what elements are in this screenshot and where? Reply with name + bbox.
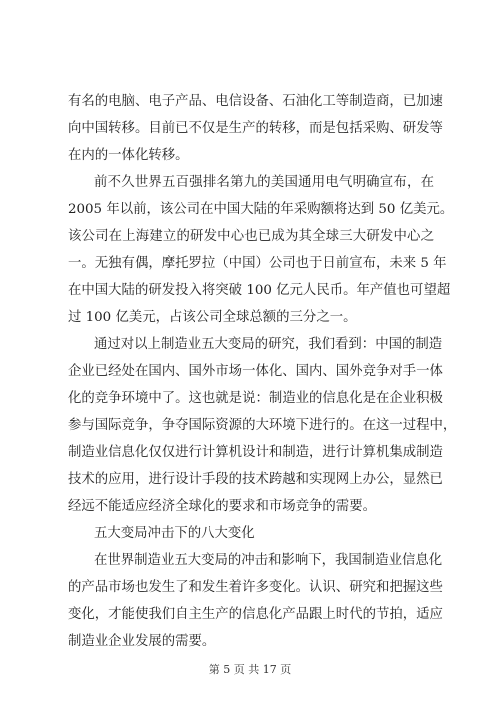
text-line: 经远不能适应经济全球化的要求和市场竞争的需要。: [68, 499, 376, 514]
text-line: 技术的应用，进行设计手段的技术跨越和实现网上办公，显然已: [68, 472, 443, 487]
text-line: 的产品市场也发生了和发生着许多变化。认识、研究和把握这些: [68, 580, 443, 595]
text-line: 化的竞争环境中了。这也就是说：制造业的信息化是在企业积极: [68, 391, 443, 406]
text-line: 在中国大陆的研发投入将突破 100 亿元人民币。年产值也可望超: [68, 283, 451, 298]
text-line: 变化，才能使我们自主生产的信息化产品跟上时代的节拍，适应: [68, 607, 443, 622]
paragraph-1: [68, 88, 443, 169]
document-body: [68, 88, 457, 655]
text-line: 在内的一体化转移。: [68, 148, 189, 163]
paragraph-3: [68, 331, 457, 520]
text-line: 向中国转移。目前已不仅是生产的转移，而是包括采购、研发等: [68, 121, 443, 136]
text-line: 有名的电脑、电子产品、电信设备、石油化工等制造商，已加速: [68, 94, 443, 109]
paragraph-4: [68, 547, 443, 655]
page-footer: 第 5 页 共 17 页: [208, 663, 292, 676]
text-line: 参与国际竞争，争夺国际资源的大环境下进行的。在这一过程中，: [68, 418, 457, 433]
text-line: 制造业企业发展的需要。: [68, 634, 216, 649]
text-line: 一。无独有偶，摩托罗拉（中国）公司也于日前宣布，未来 5 年: [68, 256, 447, 271]
text-line: 前不久世界五百强排名第九的美国通用电气明确宣布，在: [94, 175, 434, 190]
text-line: 通过对以上制造业五大变局的研究，我们看到：中国的制造: [94, 337, 443, 352]
paragraph-2: [68, 169, 454, 331]
text-line: 2005 年以前，该公司在中国大陆的年采购额将达到 50 亿美元。: [68, 202, 454, 217]
text-line: 该公司在上海建立的研发中心也已成为其全球三大研发中心之: [68, 229, 434, 244]
section-heading: 五大变局冲击下的八大变化: [94, 526, 255, 541]
text-line: 制造业信息化仅仅进行计算机设计和制造，进行计算机集成制造: [68, 445, 443, 460]
text-line: 企业已经处在国内、国外市场一体化、国内、国外竞争对手一体: [68, 364, 443, 379]
text-line: 在世界制造业五大变局的冲击和影响下，我国制造业信息化: [94, 553, 443, 568]
text-line: 过 100 亿美元，占该公司全球总额的三分之一。: [68, 310, 357, 325]
